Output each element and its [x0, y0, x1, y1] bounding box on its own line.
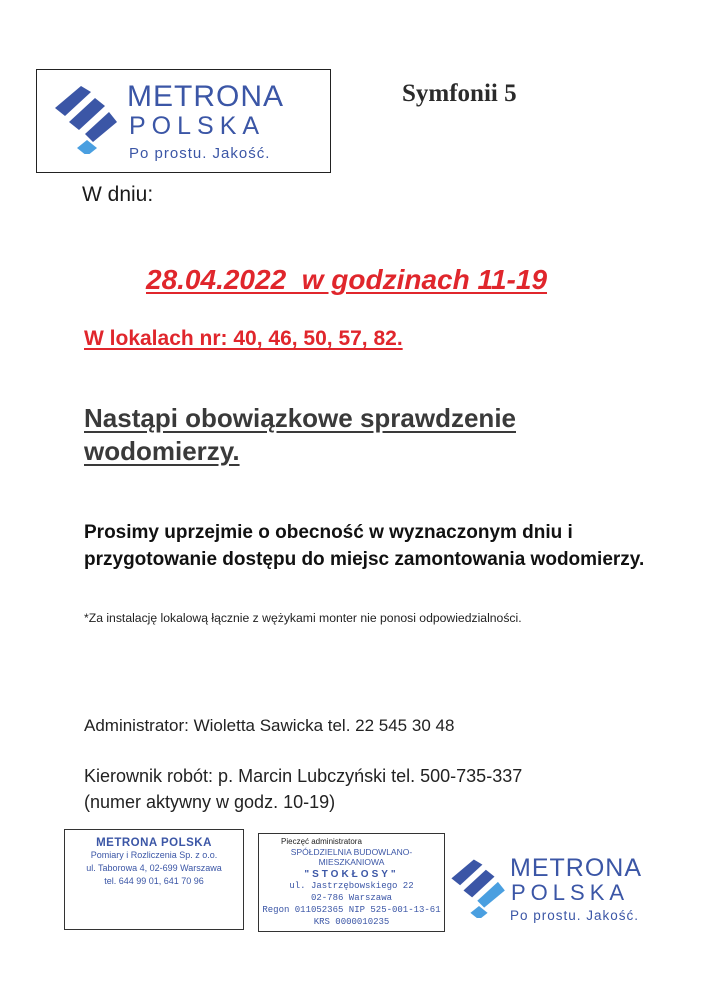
logo-brand-bottom: POLSKA: [129, 112, 266, 140]
administrator-stamp: [258, 833, 445, 932]
logo-box: [36, 69, 331, 173]
logo-tagline: Po prostu. Jakość.: [510, 908, 640, 923]
bottom-logo: [448, 842, 698, 932]
main-notice: Nastąpi obowiązkowe sprawdzenie wodomierzy.: [84, 403, 516, 466]
disclaimer: *Za instalację lokalową łącznie z wężykami monter nie ponosi odpowiedzialności.: [84, 611, 522, 625]
stamp-admin-caption: Pieczęć administratora: [281, 837, 362, 846]
logo-tagline: Po prostu. Jakość.: [129, 145, 271, 162]
manager-contact-line: Kierownik robót: p. Marcin Lubczyński tel. 500-735-337: [84, 766, 523, 786]
stamp-admin-coop: SPÓŁDZIELNIA BUDOWLANO-MIESZKANIOWA: [290, 847, 413, 867]
metrona-logo-mark: [448, 856, 510, 918]
stamp-metrona-line: ul. Taborowa 4, 02-699 Warszawa: [86, 863, 222, 873]
stamp-metrona-line: Pomiary i Rozliczenia Sp. z o.o.: [90, 850, 218, 860]
stamp-admin-line: 02-786 Warszawa: [310, 893, 392, 903]
building-address: Symfonii 5: [402, 80, 517, 107]
administrator-contact: Administrator: Wioletta Sawicka tel. 22 545 30 48: [84, 716, 455, 735]
stamp-metrona-line: tel. 644 99 01, 641 70 96: [104, 876, 204, 886]
metrona-stamp: [64, 829, 244, 930]
stamp-admin-line: Regon 011052365 NIP 525-001-13-61: [262, 905, 441, 915]
intro-text: W dniu:: [82, 183, 154, 206]
metrona-logo-mark: [51, 82, 123, 154]
logo-brand-bottom: POLSKA: [511, 880, 630, 905]
logo-brand-top: METRONA: [510, 854, 642, 882]
logo-brand-top: METRONA: [127, 80, 284, 113]
date-and-hours: 28.04.2022 w godzinach 11-19: [146, 264, 548, 295]
request-text: Prosimy uprzejmie o obecność w wyznaczonym dniu i przygotowanie dostępu do miejsc zamontowania wodomierzy.: [84, 522, 645, 570]
manager-availability-note: (numer aktywny w godz. 10-19): [84, 792, 336, 812]
manager-contact: [84, 763, 522, 815]
apartment-numbers: W lokalach nr: 40, 46, 50, 57, 82.: [84, 327, 403, 350]
stamp-metrona-title: METRONA POLSKA: [96, 837, 212, 849]
stamp-admin-line: ul. Jastrzębowskiego 22: [289, 881, 414, 891]
stamp-admin-line: KRS 0000010235: [313, 917, 390, 927]
stamp-admin-name: "STOKŁOSY": [304, 869, 399, 880]
